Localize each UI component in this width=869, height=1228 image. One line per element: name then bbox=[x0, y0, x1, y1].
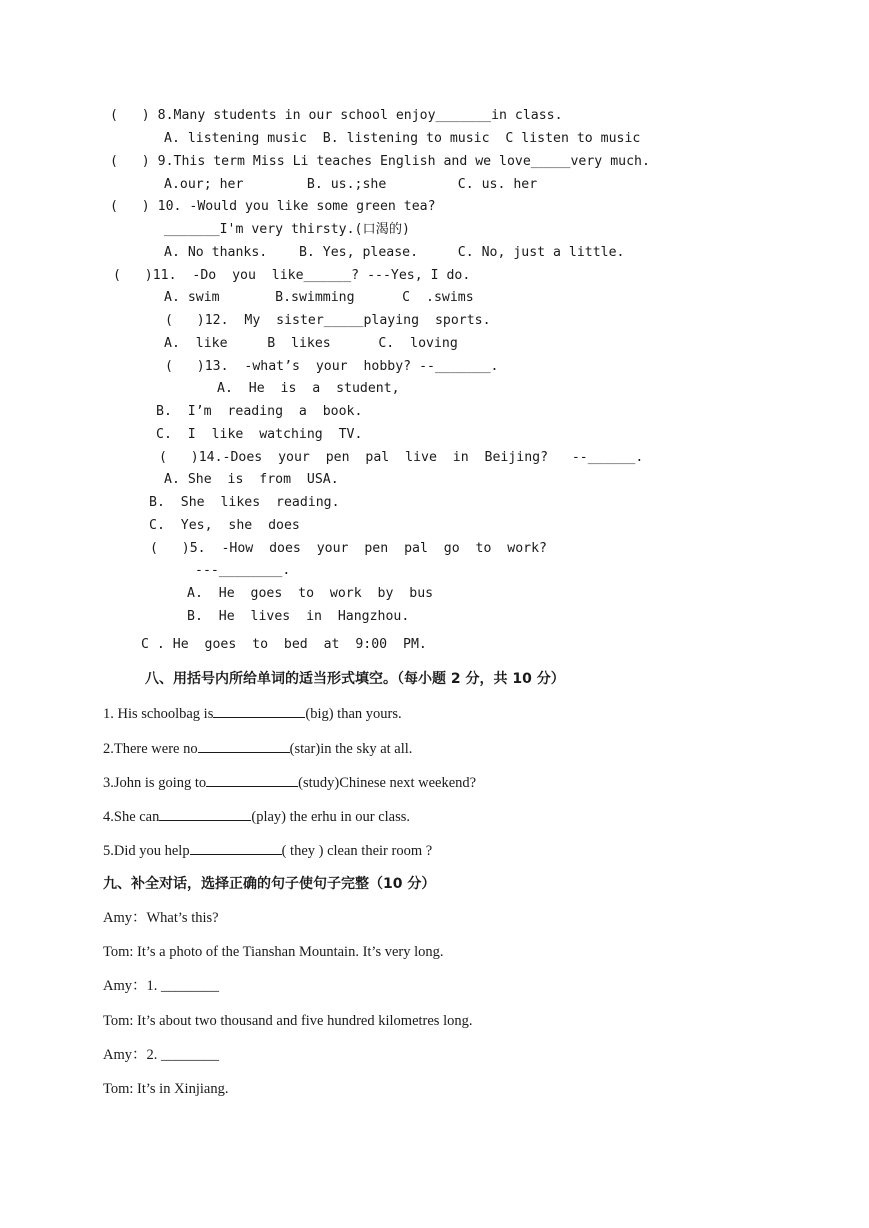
fill-item-5 bbox=[103, 841, 432, 860]
fill-item-3-blank bbox=[206, 773, 298, 787]
dialogue-line-3: Amy：1. ________ bbox=[103, 978, 219, 994]
question-11-options: A. swim B.swimming C .swims bbox=[164, 290, 474, 305]
fill-item-4-blank bbox=[159, 807, 251, 821]
fill-item-4-hint: (play) the erhu in our class. bbox=[251, 809, 411, 825]
fill-item-3 bbox=[103, 773, 476, 792]
question-12-options: A. like B likes C. loving bbox=[164, 336, 458, 351]
fill-item-3-hint: (study)Chinese next weekend? bbox=[298, 775, 477, 791]
question-15-reply: ---________. bbox=[195, 563, 291, 578]
fill-item-2-text: 2.There were no bbox=[103, 741, 198, 757]
question-8: ( ) 8.Many students in our school enjoy_______in class. bbox=[110, 108, 563, 123]
fill-item-1-hint: (big) than yours. bbox=[305, 706, 402, 722]
question-13-option-a: A. He is a student, bbox=[217, 381, 400, 396]
fill-item-4 bbox=[103, 807, 410, 826]
question-12: ( )12. My sister_____playing sports. bbox=[165, 313, 491, 328]
question-9-options: A.our; her B. us.;she C. us. her bbox=[164, 177, 538, 192]
question-14-option-b: B. She likes reading. bbox=[149, 495, 340, 510]
question-10-reply: _______I'm very thirsty.(口渴的) bbox=[164, 222, 410, 237]
fill-item-5-text: 5.Did you help bbox=[103, 843, 190, 859]
dialogue-line-6: Tom: It’s in Xinjiang. bbox=[103, 1081, 229, 1097]
question-14: ( )14.-Does your pen pal live in Beijing? --______. bbox=[159, 450, 644, 465]
question-11: ( )11. -Do you like______? ---Yes, I do. bbox=[113, 268, 471, 283]
question-13-option-b: B. I’m reading a book. bbox=[156, 404, 363, 419]
fill-item-2 bbox=[103, 739, 412, 758]
question-10: ( ) 10. -Would you like some green tea? bbox=[110, 199, 436, 214]
question-14-option-a: A. She is from USA. bbox=[164, 472, 339, 487]
fill-item-3-text: 3.John is going to bbox=[103, 775, 207, 791]
section-eight-heading: 八、用括号内所给单词的适当形式填空。（每小题 2 分，共 10 分） bbox=[145, 671, 565, 687]
fill-item-4-text: 4.She can bbox=[103, 809, 160, 825]
section-nine-heading: 九、补全对话，选择正确的句子使句子完整（10 分） bbox=[103, 876, 436, 892]
fill-item-2-hint: (star)in the sky at all. bbox=[289, 741, 413, 757]
question-10-options: A. No thanks. B. Yes, please. C. No, just a little. bbox=[164, 245, 625, 260]
fill-item-5-hint: ( they ) clean their room ? bbox=[281, 843, 433, 859]
question-8-options: A. listening music B. listening to music C listen to music bbox=[164, 131, 641, 146]
dialogue-line-5: Amy：2. ________ bbox=[103, 1047, 219, 1063]
question-13-option-c: C. I like watching TV. bbox=[156, 427, 363, 442]
question-15-option-a: A. He goes to work by bus bbox=[187, 586, 434, 601]
question-9: ( ) 9.This term Miss Li teaches English and we love_____very much. bbox=[110, 154, 650, 169]
fill-item-1 bbox=[103, 704, 402, 723]
fill-item-2-blank bbox=[198, 739, 290, 753]
question-15-option-c: C . He goes to bed at 9:00 PM. bbox=[141, 637, 427, 652]
dialogue-line-2: Tom: It’s a photo of the Tianshan Mountain. It’s very long. bbox=[103, 944, 444, 960]
dialogue-line-4: Tom: It’s about two thousand and five hundred kilometres long. bbox=[103, 1013, 473, 1029]
question-13: ( )13. -what’s your hobby? --_______. bbox=[165, 359, 499, 374]
fill-item-5-blank bbox=[190, 841, 282, 855]
question-15-option-b: B. He lives in Hangzhou. bbox=[187, 609, 410, 624]
question-14-option-c: C. Yes, she does bbox=[149, 518, 300, 533]
fill-item-1-text: 1. His schoolbag is bbox=[103, 706, 214, 722]
question-15: ( )5. -How does your pen pal go to work? bbox=[150, 541, 547, 556]
fill-item-1-blank bbox=[213, 704, 305, 718]
dialogue-line-1: Amy：What’s this? bbox=[103, 910, 219, 926]
